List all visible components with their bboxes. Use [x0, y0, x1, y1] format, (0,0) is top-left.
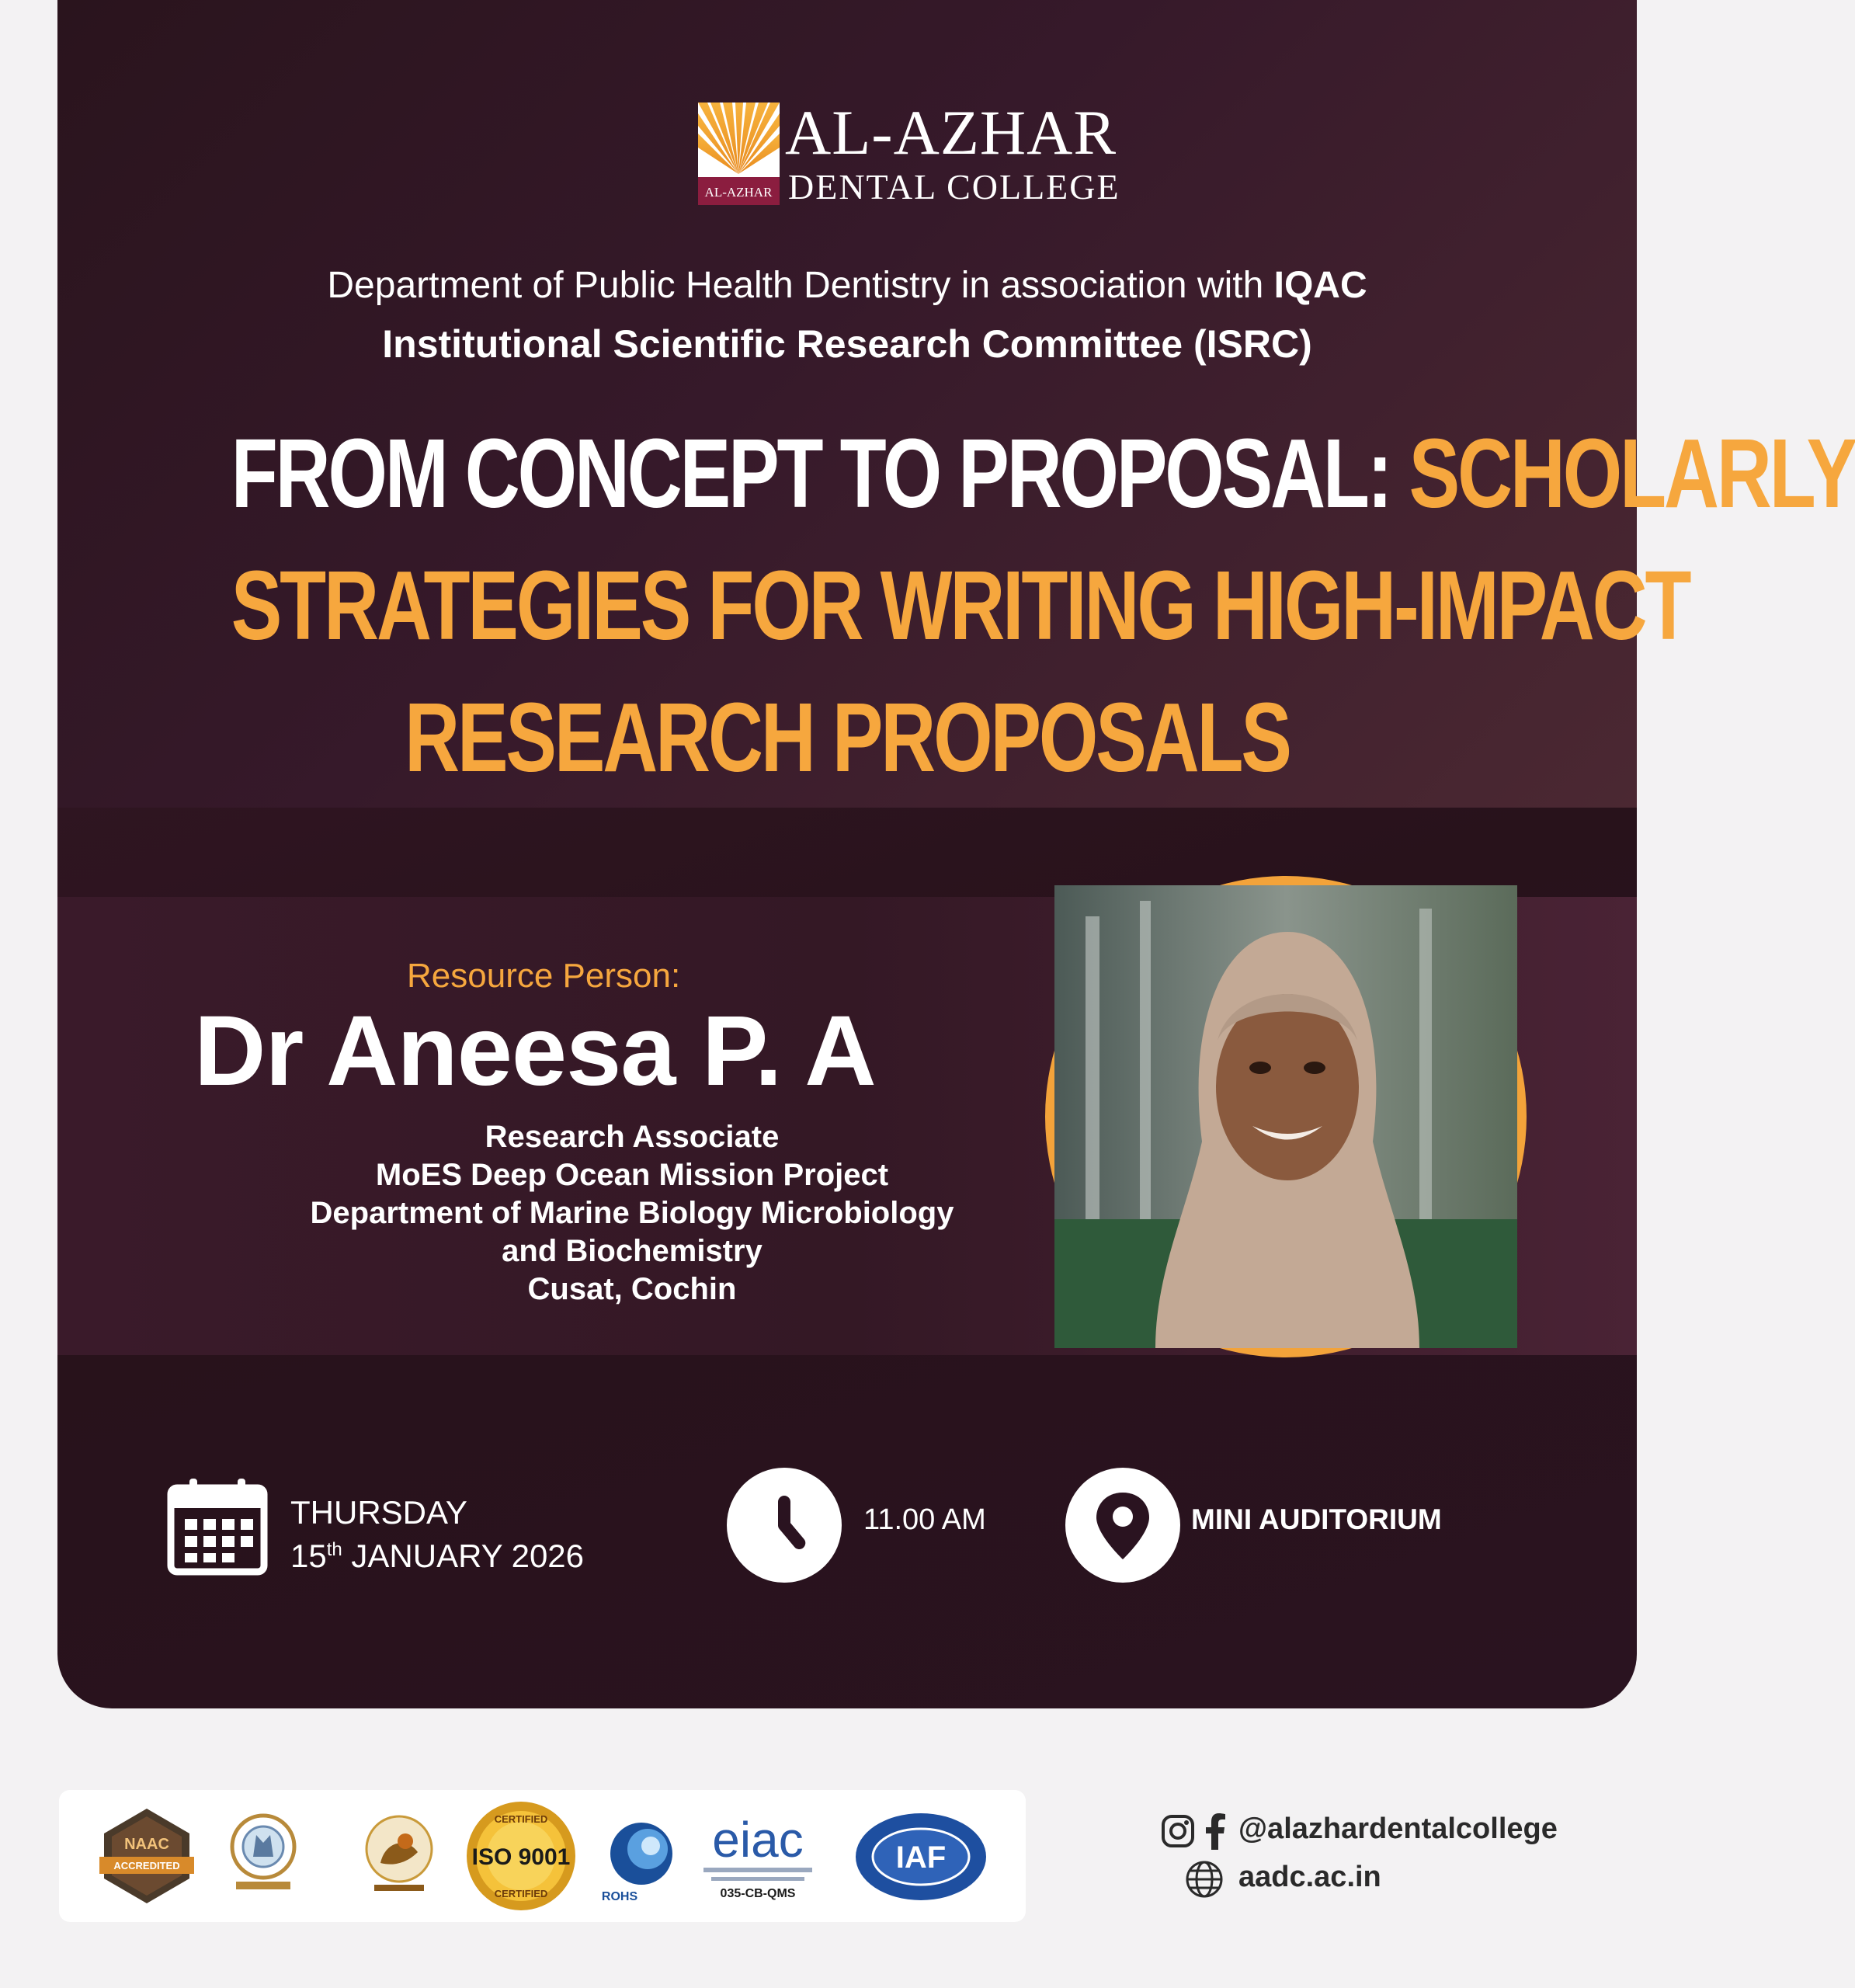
speaker-detail-line: MoES Deep Ocean Mission Project: [375, 1158, 889, 1192]
event-date-num: 15: [290, 1538, 327, 1574]
speaker-detail-line: Department of Marine Biology Microbiology: [310, 1196, 954, 1230]
sunburst-logo-icon: [698, 103, 780, 205]
title-line2: STRATEGIES FOR WRITING HIGH-IMPACT: [231, 551, 1690, 660]
iso-9001-badge-icon: [463, 1798, 579, 1914]
event-venue: MINI AUDITORIUM: [1191, 1503, 1442, 1535]
speaker-name: Dr Aneesa P. A: [194, 996, 876, 1107]
accreditation-strip: [59, 1790, 1026, 1922]
event-title: [231, 408, 1855, 804]
resource-person-label: Resource Person:: [407, 957, 681, 995]
title-white-part: FROM CONCEPT TO PROPOSAL:: [231, 419, 1409, 528]
logo-mark-text: AL-AZHAR: [704, 185, 773, 200]
university-seal-icon: [360, 1813, 438, 1899]
rohs-badge-text: ROHS: [601, 1890, 638, 1903]
website-link[interactable]: aadc.ac.in: [1238, 1861, 1381, 1893]
title-line3: RESEARCH PROPOSALS: [405, 683, 1290, 792]
iso-ring-bottom: CERTIFIED: [494, 1888, 548, 1899]
globe-icon: [1184, 1859, 1225, 1899]
event-time: 11.00 AM: [863, 1503, 986, 1536]
event-date: [290, 1494, 584, 1575]
eiac-badge-icon: [688, 1812, 828, 1905]
speaker-detail-line: Research Associate: [485, 1120, 780, 1154]
speaker-details: [166, 1118, 1098, 1309]
speaker-detail-line: Cusat, Cochin: [527, 1272, 737, 1306]
organizer-line2: Institutional Scientific Research Committee (ISRC): [382, 322, 1312, 366]
clock-icon: [727, 1468, 842, 1583]
speaker-portrait-icon: [1054, 885, 1517, 1348]
event-date-suffix: th: [326, 1539, 342, 1560]
title-line1-orange: SCHOLARLY: [1409, 419, 1855, 528]
dental-council-badge-icon: [228, 1812, 298, 1897]
calendar-icon: [166, 1477, 269, 1576]
iaf-badge-icon: [851, 1810, 991, 1903]
title-line1: [231, 408, 1855, 540]
iso-badge-text: ISO 9001: [471, 1844, 571, 1870]
speaker-photo-frame: [1045, 876, 1527, 1357]
logo-name-line2: DENTAL COLLEGE: [788, 167, 1120, 207]
college-logo: [698, 97, 1120, 207]
iso-ring-top: CERTIFIED: [494, 1813, 548, 1825]
event-poster: [57, 0, 1855, 1708]
location-pin-icon: [1065, 1468, 1180, 1583]
facebook-icon[interactable]: [1204, 1812, 1226, 1850]
event-date-rest: JANUARY 2026: [342, 1538, 585, 1574]
iaf-badge-text: IAF: [895, 1840, 947, 1875]
logo-name-line1: AL-AZHAR: [785, 97, 1117, 168]
instagram-icon[interactable]: [1161, 1814, 1195, 1848]
event-day: THURSDAY: [290, 1494, 467, 1531]
speaker-detail-line: and Biochemistry: [502, 1234, 762, 1268]
speaker-photo: [1054, 885, 1517, 1348]
social-handle-link[interactable]: @alazhardentalcollege: [1238, 1812, 1558, 1845]
organizer-dept: Department of Public Health Dentistry in association with: [327, 265, 1274, 306]
naac-badge-bottom: ACCREDITED: [113, 1860, 180, 1872]
naac-badge-top: NAAC: [124, 1836, 169, 1853]
eiac-logo-text: eiac: [712, 1812, 804, 1868]
organizer-iqac: IQAC: [1273, 265, 1367, 306]
rohs-globe-icon: [603, 1818, 680, 1903]
naac-badge-icon: [96, 1806, 197, 1906]
event-date-line: [290, 1531, 584, 1575]
eiac-code: 035-CB-QMS: [720, 1887, 796, 1900]
organizer-line1: [57, 264, 1637, 307]
